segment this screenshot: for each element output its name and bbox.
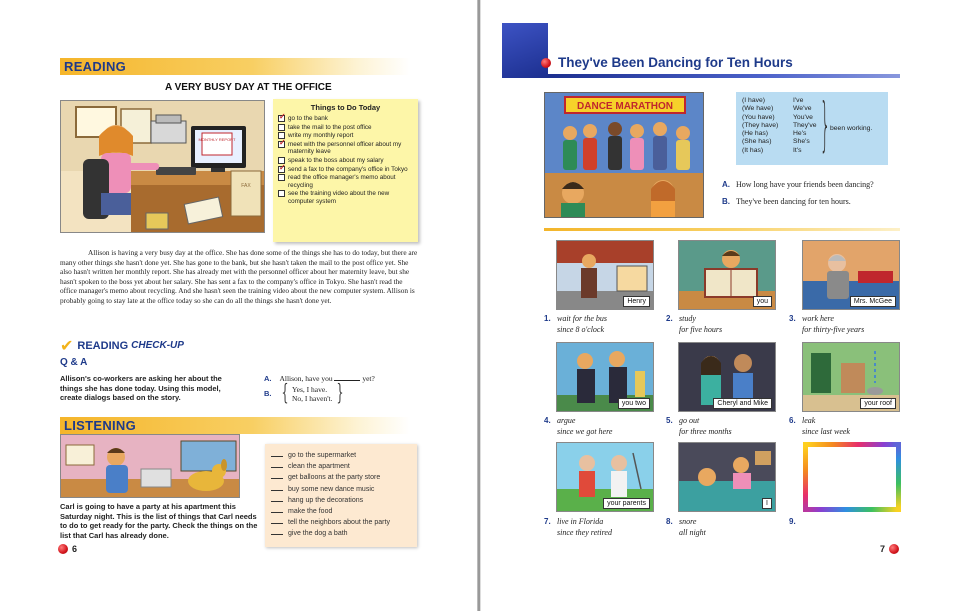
office-illustration [60, 100, 265, 233]
story-title: A VERY BUSY DAY AT THE OFFICE [165, 82, 332, 93]
checkbox-checked-icon [278, 141, 285, 148]
story-paragraph: Allison is having a very busy day at the office. She has done some of the things she has to do today, but there are many other things she hasn't done yet. She has gone to the bank, but she hasn't taken the mail to the post office yet. She also hasn't written her monthly report. She has already met with the personnel officer about her maternity leave, but she hasn't spoken to the boss yet about her salary. She has sent a fax to the company's office in Tokyo. She hasn't read the office manager's memo about recycling. And she hasn't seen the training video about the new computer system. Allison is probably going to stay late at the office today so she can do all the things she hasn't done yet. [60, 248, 418, 305]
exercise-9-empty-frame [803, 442, 901, 512]
listening-header: LISTENING [64, 418, 137, 433]
page-number-right: 7 [880, 544, 899, 554]
exercise-1-picture [556, 240, 654, 310]
qa-dialog-model: A. Allison, have you yet? B. { Yes, I have. No, I haven't. } [264, 374, 375, 406]
right-brace-icon: } [820, 90, 831, 158]
todo-item: take the mail to the post office [278, 124, 413, 132]
office-scene-graphic [61, 101, 265, 233]
todo-item: ✓ meet with the personnel officer about my maternity leave [278, 141, 413, 156]
exercise-5-picture [678, 342, 776, 412]
title-underline [548, 74, 900, 78]
exercise-5-caption: 5. go out for three months [666, 416, 732, 436]
exercise-5-tag: Cheryl and Mike [713, 398, 772, 409]
exercise-8-tag: I [762, 498, 772, 509]
red-dot-icon [889, 544, 899, 554]
example-answer: B. They've been dancing for ten hours. [722, 197, 851, 206]
exercise-3-caption: 3. work here for thirty-five years [789, 314, 865, 334]
todo-item: speak to the boss about my salary [278, 157, 413, 165]
exercise-7-picture [556, 442, 654, 512]
exercise-8-picture [678, 442, 776, 512]
check-blank[interactable] [271, 507, 283, 513]
answer-blank [334, 374, 360, 381]
todo-title: Things to Do Today [310, 103, 381, 112]
checkbox-checked-icon [278, 166, 285, 173]
party-scene-graphic [61, 435, 240, 498]
exercise-2-picture [678, 240, 776, 310]
grammar-contractions: I've We've You've They've He's She's It's [793, 97, 817, 154]
check-mark-icon: ✔ [60, 336, 74, 355]
exercise-6-caption: 6. leak since last week [789, 416, 850, 436]
listening-checklist [265, 444, 417, 547]
title-blue-square [502, 23, 548, 78]
example-question: A. How long have your friends been dancing? [722, 180, 874, 189]
page-number-left: 6 [58, 544, 77, 554]
grammar-subjects: (I have) (We have) (You have) (They have) (He has) (She has) (It has) [742, 97, 779, 154]
todo-note [273, 99, 418, 242]
listening-instructions: Carl is going to have a party at his apartment this Saturday night. This is the list of things that Carl needs to do to get ready for the party. Check the things on the list that Carl has already done. [60, 502, 258, 540]
exercise-1-caption: 1. wait for the bus since 8 o'clock [544, 314, 608, 334]
list-item: hang up the decorations [271, 495, 411, 506]
left-brace-icon: { [281, 381, 289, 406]
list-item: give the dog a bath [271, 528, 411, 539]
marathon-banner-text: DANCE MARATHON [577, 101, 673, 112]
monthly-report-screen-text: MONTHLY REPORT [198, 137, 236, 142]
grammar-tail: been working. [830, 125, 873, 132]
page-title: They've Been Dancing for Ten Hours [558, 55, 793, 70]
grammar-box [736, 92, 888, 165]
todo-item: ✓ send a fax to the company's office in Tokyo [278, 166, 413, 174]
list-item: buy some new dance music [271, 484, 411, 495]
exercise-4-picture [556, 342, 654, 412]
exercise-8-caption: 8. snore all night [666, 517, 706, 537]
list-item: get balloons at the party store [271, 472, 411, 483]
check-blank[interactable] [271, 529, 283, 535]
qa-instructions: Allison's co-workers are asking her about the things she has done today. Using this model, create dialogs based on the story. [60, 374, 222, 402]
exercise-2-caption: 2. study for five hours [666, 314, 723, 334]
section-divider [544, 228, 900, 231]
fax-sign-text: FAX [241, 183, 251, 189]
red-dot-icon [58, 544, 68, 554]
checkbox-checked-icon [278, 115, 285, 122]
check-blank[interactable] [271, 462, 283, 468]
exercise-6-picture [802, 342, 900, 412]
list-item: tell the neighbors about the party [271, 517, 411, 528]
check-blank[interactable] [271, 518, 283, 524]
check-blank[interactable] [271, 485, 283, 491]
exercise-9-caption: 9. [789, 517, 796, 526]
todo-item: write my monthly report [278, 132, 413, 140]
todo-item: see the training video about the new computer system [278, 190, 413, 205]
check-blank[interactable] [271, 451, 283, 457]
exercise-4-caption: 4. argue since we got here [544, 416, 613, 436]
listening-section-bar [60, 417, 410, 434]
dance-marathon-graphic [545, 93, 704, 218]
red-dot-icon [541, 58, 551, 68]
todo-item: ✓ go to the bank [278, 115, 413, 123]
reading-header: READING [64, 59, 127, 74]
exercise-7-caption: 7. live in Florida since they retired [544, 517, 612, 537]
exercise-3-picture [802, 240, 900, 310]
list-item: clean the apartment [271, 461, 411, 472]
reading-checkup-heading: ✔ READING CHECK-UP [60, 336, 184, 355]
exercise-4-tag: you two [618, 398, 650, 409]
exercise-6-tag: your roof [860, 398, 896, 409]
check-blank[interactable] [271, 473, 283, 479]
exercise-1-tag: Henry [623, 296, 650, 307]
checkbox-icon [278, 124, 285, 131]
check-blank[interactable] [271, 496, 283, 502]
list-item: make the food [271, 506, 411, 517]
todo-item: read the office manager's memo about recycling [278, 174, 413, 189]
right-brace-icon: } [336, 381, 344, 406]
party-illustration [60, 434, 240, 498]
exercise-7-tag: your parents [603, 498, 650, 509]
exercise-3-tag: Mrs. McGee [850, 296, 896, 307]
qa-heading: Q & A [60, 357, 88, 368]
dance-marathon-illustration [544, 92, 704, 218]
checkbox-icon [278, 190, 285, 197]
checkbox-icon [278, 174, 285, 181]
list-item: go to the supermarket [271, 450, 411, 461]
exercise-2-tag: you [753, 296, 772, 307]
reading-section-bar [60, 58, 410, 75]
